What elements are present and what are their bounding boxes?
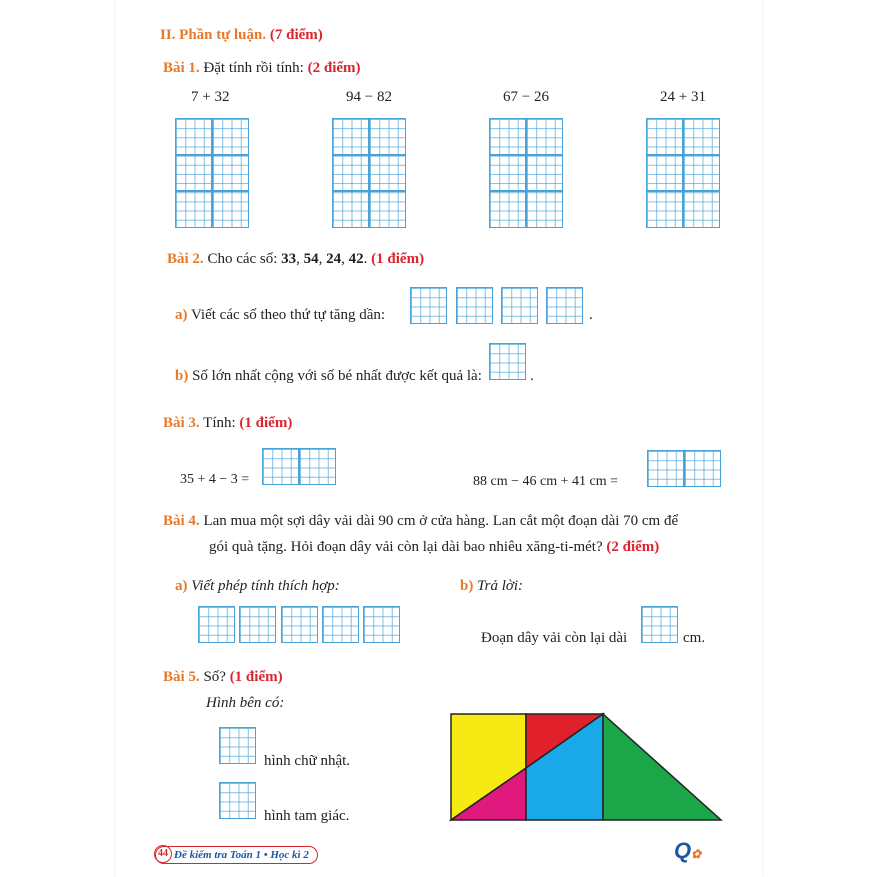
bai4-label: Bài 4.: [163, 513, 200, 529]
bai3-heading: [163, 415, 292, 432]
bai4-a: [175, 578, 340, 595]
bai5-tri-text: hình tam giác.: [264, 808, 350, 824]
bai4-a-label: a): [175, 578, 188, 594]
bai2-label: Bài 2.: [167, 251, 204, 267]
bai1-answer-grid-4[interactable]: [646, 118, 720, 228]
bai1-problem-3: 67 − 26: [503, 89, 549, 105]
bai2-b-period: .: [530, 368, 534, 384]
bai3-answer-box-1[interactable]: [262, 448, 336, 485]
section-title-text: II. Phần tự luận.: [160, 27, 267, 43]
bai2-a-label: a): [175, 307, 188, 323]
bai2-a-box-4[interactable]: [546, 287, 583, 324]
bai5-tri-box[interactable]: [219, 782, 256, 819]
bai4-a-box-5[interactable]: [363, 606, 400, 643]
bai4-line1-text: Lan mua một sợi dây vải dài 90 cm ở cửa hàng. Lan cắt một đoạn dài 70 cm để: [203, 513, 679, 529]
bai2-b-text: Số lớn nhất cộng với số bé nhất được kết quả là:: [192, 368, 482, 384]
bai4-a-box-3[interactable]: [281, 606, 318, 643]
bai4-a-box-1[interactable]: [198, 606, 235, 643]
bai3-answer-box-2[interactable]: [647, 450, 721, 487]
bai2-a-box-3[interactable]: [501, 287, 538, 324]
bai5-text: Số?: [203, 669, 226, 685]
bai4-a-box-2[interactable]: [239, 606, 276, 643]
bai3-expr-2: 88 cm − 46 cm + 41 cm =: [473, 474, 618, 489]
shapes-figure: [449, 712, 723, 822]
bai3-points: (1 điểm): [239, 415, 293, 431]
bai4-a-box-4[interactable]: [322, 606, 359, 643]
page-footer: [155, 846, 318, 864]
bai2-number-4: 42: [348, 251, 364, 267]
bai1-text: Đặt tính rồi tính:: [203, 60, 304, 76]
bai4-b-label: b): [460, 578, 474, 594]
bai4-line2-text: gói quà tặng. Hỏi đoạn dây vải còn lại dài bao nhiêu xăng-ti-mét?: [209, 539, 603, 555]
bai1-label: Bài 1.: [163, 60, 200, 76]
bai1-answer-grid-3[interactable]: [489, 118, 563, 228]
bai2-number-3: 24: [326, 251, 342, 267]
bai5-rect-text: hình chữ nhật.: [264, 753, 351, 769]
footer-title: Đề kiểm tra Toán 1 • Học kì 2: [174, 849, 309, 861]
green-triangle: [603, 714, 721, 820]
bai2-number-2: 54: [303, 251, 319, 267]
bai2-a-period: .: [589, 307, 593, 323]
bai3-text: Tính:: [203, 415, 236, 431]
bai5-intro: Hình bên có:: [206, 695, 285, 711]
publisher-logo: [674, 838, 701, 864]
bai5-label: Bài 5.: [163, 669, 200, 685]
publisher-logo-letter: Q: [674, 838, 692, 863]
bai2-b-label: b): [175, 368, 189, 384]
bai2-a-box-2[interactable]: [456, 287, 493, 324]
bai1-answer-grid-2[interactable]: [332, 118, 406, 228]
bai4-b: [460, 578, 523, 595]
bai2-number-1: 33: [281, 251, 297, 267]
bai1-answer-grid-1[interactable]: [175, 118, 249, 228]
bai5-heading: [163, 669, 283, 686]
bai3-expr-1: 35 + 4 − 3 =: [180, 472, 250, 487]
bai4-line-1: [163, 513, 678, 530]
bai4-line-2: [209, 539, 659, 556]
bai2-text: Cho các số:: [207, 251, 278, 267]
page-number: 44: [154, 845, 172, 863]
bai4-unit: cm.: [683, 630, 706, 646]
bai2-end: .: [363, 251, 368, 267]
bai4-points: (2 điểm): [606, 539, 660, 555]
bai2-points: (1 điểm): [371, 251, 425, 267]
bai1-points: (2 điểm): [307, 60, 361, 76]
bai2-a-box-1[interactable]: [410, 287, 447, 324]
bai1-heading: [163, 60, 361, 77]
bai1-problem-4: 24 + 31: [660, 89, 706, 105]
bai4-a-text: Viết phép tính thích hợp:: [191, 578, 340, 594]
bai3-label: Bài 3.: [163, 415, 200, 431]
bai2-b-box[interactable]: [489, 343, 526, 380]
bai5-rect-box[interactable]: [219, 727, 256, 764]
bai4-answer-box[interactable]: [641, 606, 678, 643]
section-points: (7 điểm): [269, 27, 323, 43]
bai4-answer-text: Đoạn dây vải còn lại dài: [481, 630, 628, 646]
bai1-problem-1: 7 + 32: [191, 89, 230, 105]
bai1-problem-2: 94 − 82: [346, 89, 392, 105]
bai2-a: [175, 307, 385, 324]
section-title: [160, 27, 323, 44]
bai2-a-text: Viết các số theo thứ tự tăng dần:: [190, 307, 386, 323]
bai4-b-text: Trả lời:: [477, 578, 524, 594]
bai2-heading: Bài 2. Cho các số: 33, 54, 24, 42. (1 điểm): [167, 251, 425, 267]
bai5-points: (1 điểm): [229, 669, 283, 685]
bai2-b: [175, 368, 482, 385]
logo-swirl-icon: ✿: [691, 847, 702, 861]
